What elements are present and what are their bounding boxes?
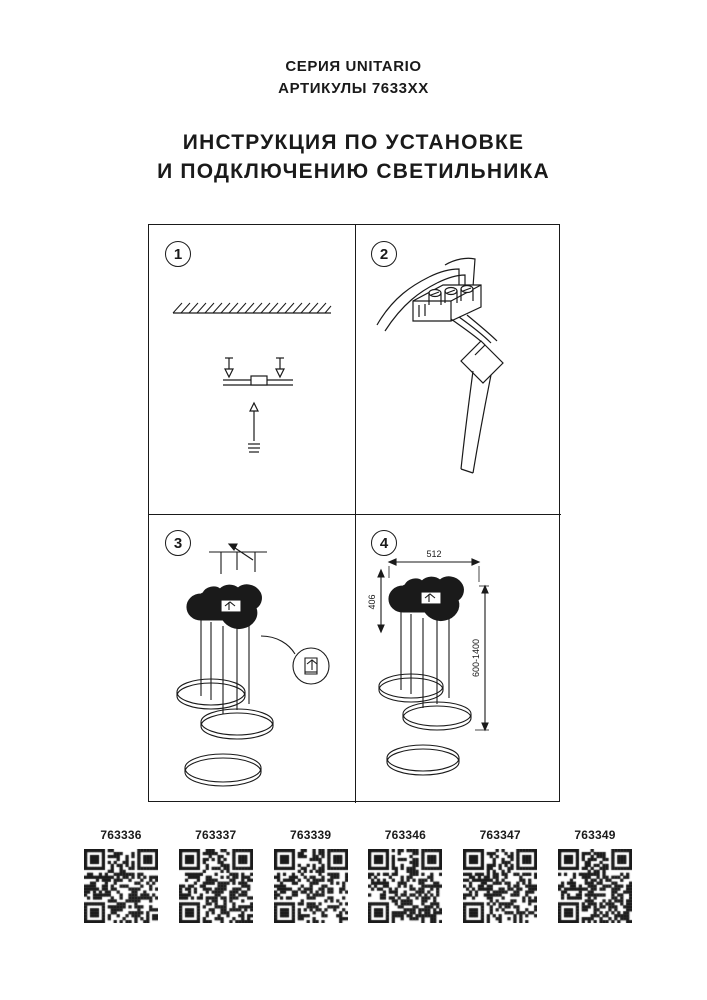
qr-code-label: 763336 [100, 828, 142, 842]
qr-item [457, 828, 543, 923]
step-number-badge-1: 1 [165, 241, 191, 267]
dimension-suspension-value: 600-1400 [471, 638, 481, 678]
qr-item [173, 828, 259, 923]
dimension-width-value: 512 [426, 549, 442, 559]
qr-code-image[interactable] [274, 849, 348, 923]
qr-item [362, 828, 448, 923]
qr-code-image[interactable] [84, 849, 158, 923]
qr-code-image[interactable] [558, 849, 632, 923]
qr-item [78, 828, 164, 923]
steps-grid [148, 224, 560, 802]
step-2-illustration [355, 225, 561, 514]
title-line-2: И ПОДКЛЮЧЕНИЮ СВЕТИЛЬНИКА [157, 160, 550, 183]
step-number-badge-4: 4 [371, 530, 397, 556]
step-3-illustration [149, 514, 355, 803]
qr-code-image[interactable] [463, 849, 537, 923]
step-panel-3 [149, 514, 355, 803]
qr-code-label: 763349 [574, 828, 616, 842]
step-number-badge-2: 2 [371, 241, 397, 267]
qr-code-label: 763347 [479, 828, 521, 842]
qr-item [552, 828, 638, 923]
qr-code-label: 763337 [195, 828, 237, 842]
article-label: АРТИКУЛЫ 7633ХХ [278, 80, 429, 97]
dimension-height-value: 406 [367, 594, 377, 610]
step-panel-4 [355, 514, 561, 803]
qr-code-image[interactable] [368, 849, 442, 923]
step-1-illustration [149, 225, 355, 514]
qr-code-image[interactable] [179, 849, 253, 923]
step-panel-1 [149, 225, 355, 514]
step-panel-2 [355, 225, 561, 514]
qr-item [268, 828, 354, 923]
page-title [0, 128, 707, 186]
title-line-1: ИНСТРУКЦИЯ ПО УСТАНОВКЕ [182, 131, 525, 154]
qr-code-label: 763339 [289, 828, 332, 842]
step-4-illustration [355, 514, 561, 803]
qr-code-row [78, 828, 638, 923]
step-number-badge-3: 3 [165, 530, 191, 556]
series-label: СЕРИЯ UNITARIO [285, 58, 422, 75]
header [0, 56, 707, 100]
qr-code-label: 763346 [384, 828, 427, 842]
